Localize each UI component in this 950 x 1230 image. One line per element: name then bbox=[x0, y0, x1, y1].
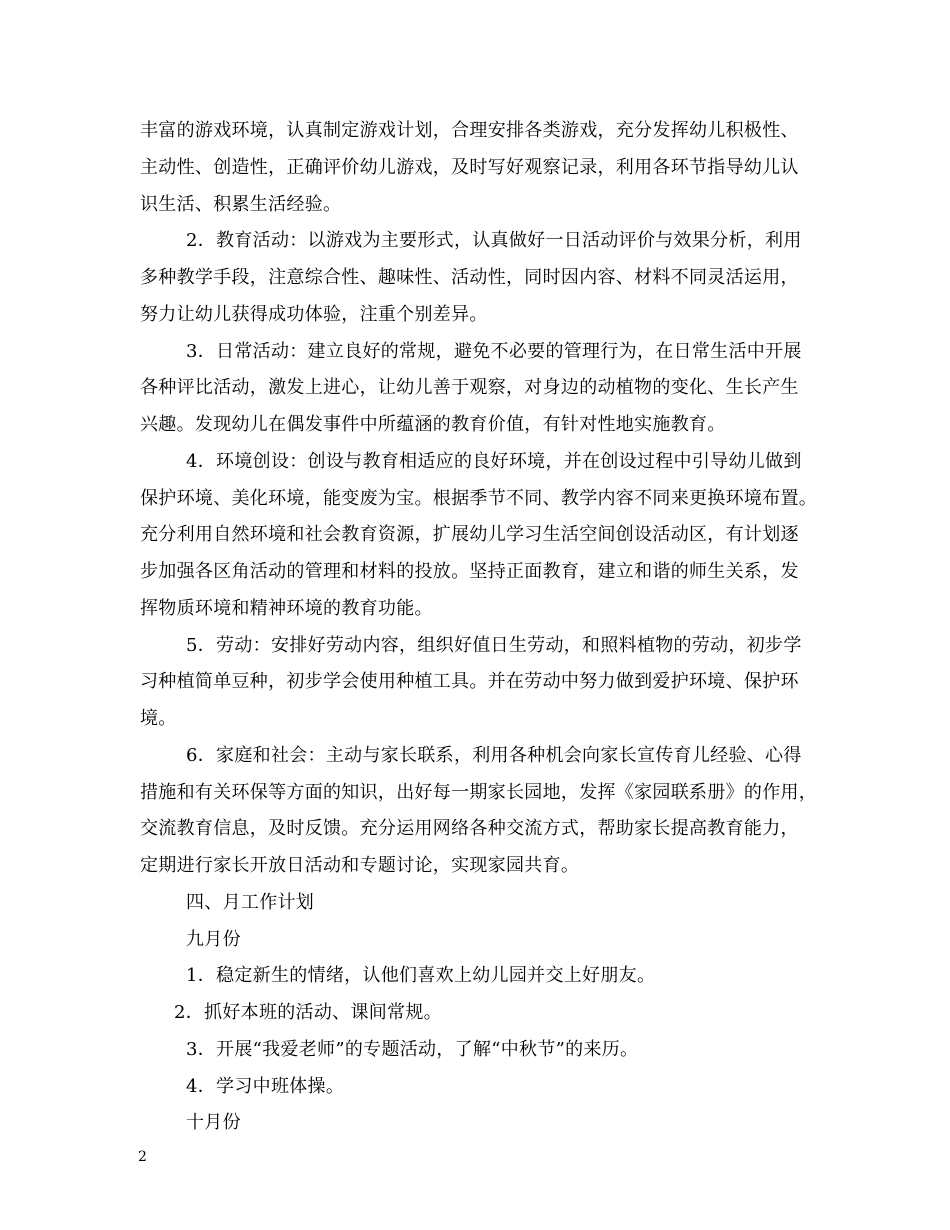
text-line: 2．教育活动：以游戏为主要形式，认真做好一日活动评价与效果分析，利用 bbox=[186, 230, 802, 251]
list-item: 2．抓好本班的活动、课间常规。 bbox=[174, 1002, 442, 1023]
text-line: 6．家庭和社会：主动与家长联系，利用各种机会向家长宣传育儿经验、心得 bbox=[186, 745, 802, 766]
section-heading: 四、月工作计划 bbox=[186, 892, 315, 913]
text-line: 识生活、积累生活经验。 bbox=[140, 194, 342, 215]
text-line: 交流教育信息，及时反馈。充分运用网络各种交流方式，帮助家长提高教育能力， bbox=[140, 818, 799, 839]
list-item: 4．学习中班体操。 bbox=[186, 1076, 345, 1097]
list-item: 3．开展“我爱老师”的专题活动，了解“中秋节”的来历。 bbox=[186, 1039, 639, 1060]
text-line: 主动性、创造性，正确评价幼儿游戏，及时写好观察记录，利用各环节指导幼儿认 bbox=[140, 157, 799, 178]
text-line: 习种植简单豆种，初步学会使用种植工具。并在劳动中努力做到爱护环境、保护环 bbox=[140, 671, 799, 692]
page-number: 2 bbox=[138, 1149, 147, 1165]
month-heading: 九月份 bbox=[186, 929, 241, 950]
text-line: 定期进行家长开放日活动和专题讨论，实现家园共育。 bbox=[140, 855, 580, 876]
text-line: 兴趣。发现幼儿在偶发事件中所蕴涵的教育价值，有针对性地实施教育。 bbox=[140, 414, 726, 435]
text-line: 各种评比活动，激发上进心，让幼儿善于观察，对身边的动植物的变化、生长产生 bbox=[140, 377, 799, 398]
list-item: 1．稳定新生的情绪，认他们喜欢上幼儿园并交上好朋友。 bbox=[186, 965, 656, 986]
text-line: 4．环境创设：创设与教育相适应的良好环境，并在创设过程中引导幼儿做到 bbox=[186, 451, 802, 472]
text-line: 挥物质环境和精神环境的教育功能。 bbox=[140, 598, 433, 619]
text-line: 5．劳动：安排好劳动内容，组织好值日生劳动，和照料植物的劳动，初步学 bbox=[186, 635, 802, 656]
month-heading: 十月份 bbox=[186, 1112, 241, 1133]
text-line: 丰富的游戏环境，认真制定游戏计划，合理安排各类游戏，充分发挥幼儿积极性、 bbox=[140, 120, 799, 141]
text-line: 3．日常活动：建立良好的常规，避免不必要的管理行为，在日常生活中开展 bbox=[186, 341, 802, 362]
text-line: 充分利用自然环境和社会教育资源，扩展幼儿学习生活空间创设活动区，有计划逐 bbox=[140, 524, 799, 545]
text-line: 措施和有关环保等方面的知识，出好每一期家长园地，发挥《家园联系册》的作用， bbox=[140, 782, 818, 803]
text-line: 努力让幼儿获得成功体验，注重个别差异。 bbox=[140, 304, 488, 325]
text-line: 多种教学手段，注意综合性、趣味性、活动性，同时因内容、材料不同灵活运用， bbox=[140, 267, 799, 288]
text-line: 步加强各区角活动的管理和材料的投放。坚持正面教育，建立和谐的师生关系，发 bbox=[140, 561, 799, 582]
text-line: 保护环境、美化环境，能变废为宝。根据季节不同、教学内容不同来更换环境布置。 bbox=[140, 488, 818, 509]
text-line: 境。 bbox=[140, 708, 177, 729]
